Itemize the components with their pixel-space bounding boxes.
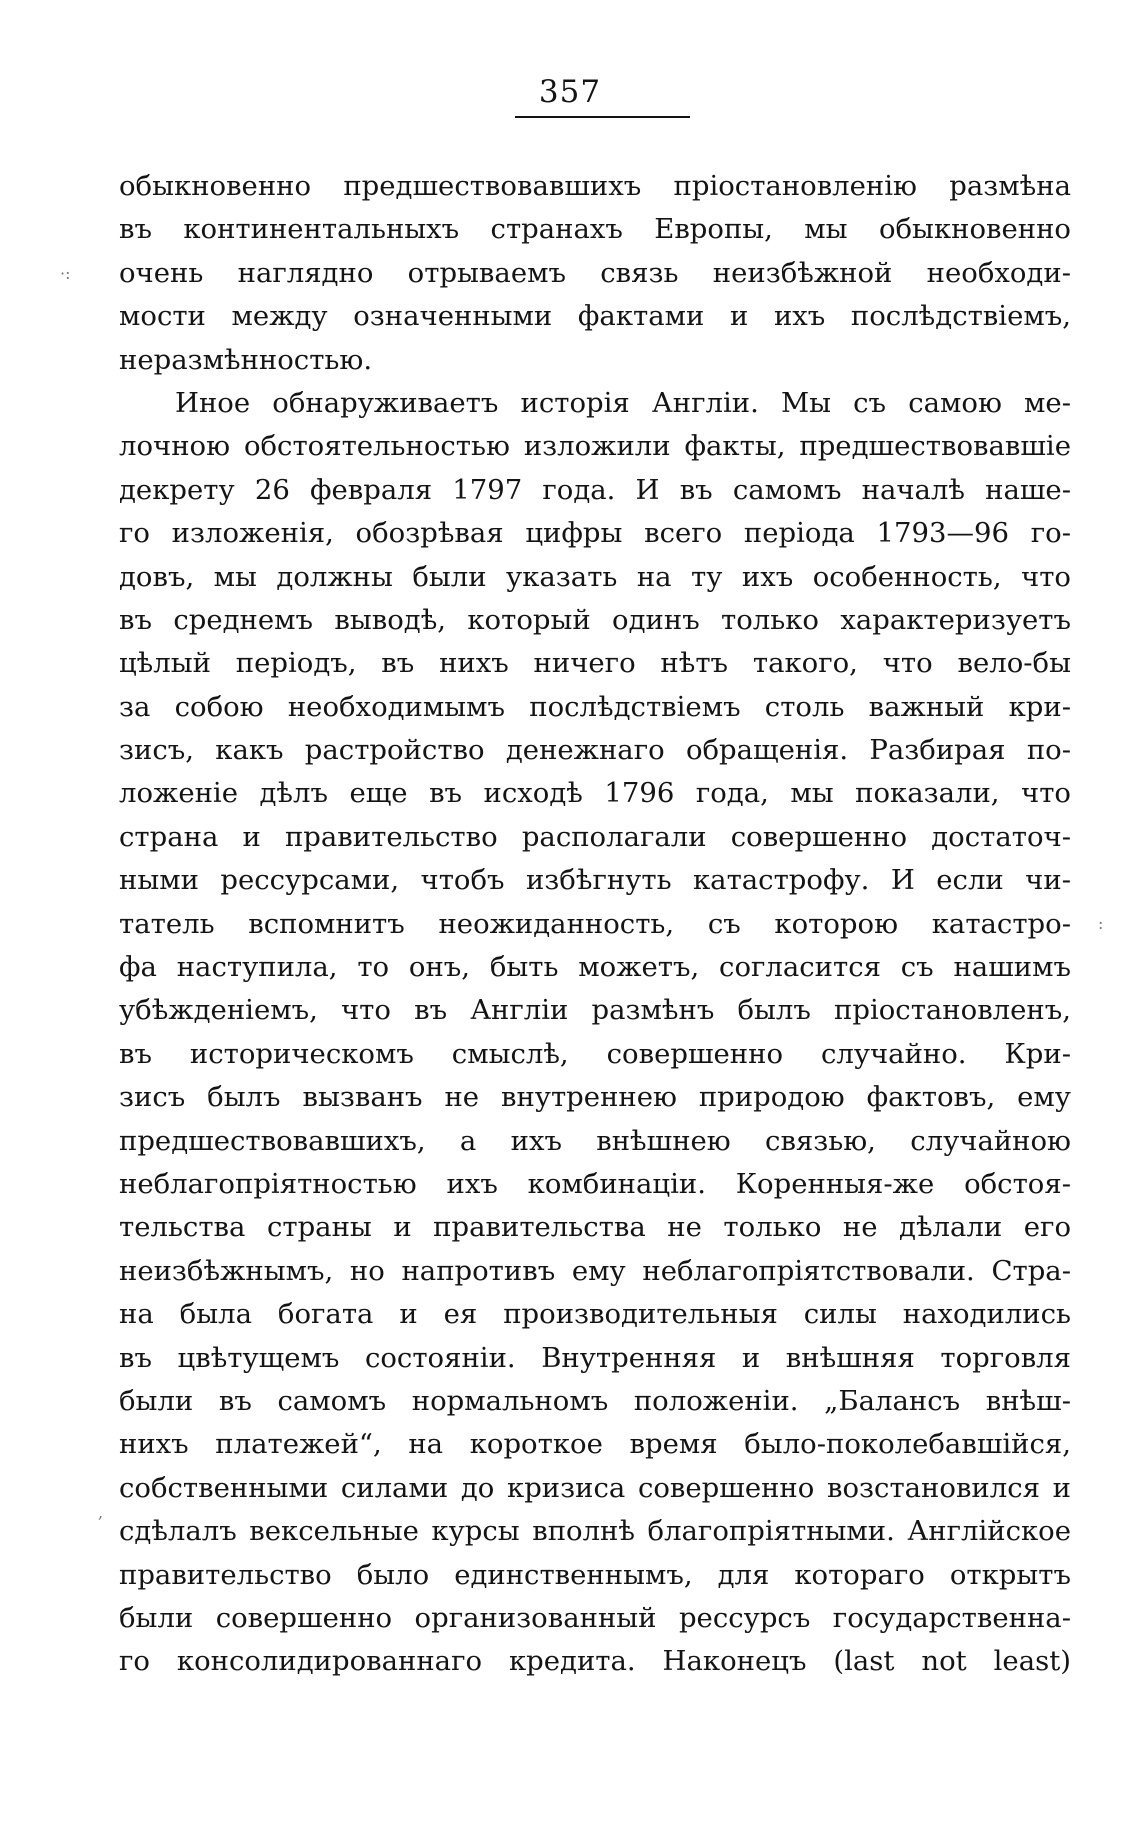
text-line: въ среднемъ выводѣ, который одинъ только характеризуетъ: [119, 603, 1071, 636]
text-line: тельства страны и правительства не только не дѣлали его: [119, 1211, 1071, 1244]
page-number-rule: [515, 116, 690, 118]
text-line: собственными силами до кризиса совершенно возстановился и: [119, 1471, 1071, 1504]
text-line: неразмѣнностью.: [119, 343, 373, 376]
text-line: неблагопріятностью ихъ комбинаціи. Коренныя-же обстоя-: [119, 1167, 1071, 1200]
text-line: на была богата и ея производительныя силы находились: [119, 1298, 1071, 1331]
text-line: очень наглядно отрываемъ связь неизбѣжной необходи-: [119, 256, 1071, 289]
text-line: зисъ былъ вызванъ не внутреннею природою фактовъ, ему: [119, 1081, 1071, 1114]
body-text: [119, 165, 1071, 1684]
page-number: 357: [538, 74, 602, 110]
text-line: были совершенно организованный рессурсъ государственна-: [119, 1601, 1071, 1634]
margin-mark: ·:: [60, 264, 71, 283]
text-line: Иное обнаруживаетъ исторія Англіи. Мы съ самою ме-: [175, 386, 1071, 419]
text-line: въ континентальныхъ странахъ Европы, мы обыкновенно: [119, 213, 1071, 246]
text-line: нихъ платежей“, на короткое время было-поколебавшійся,: [119, 1428, 1071, 1461]
margin-mark: ,: [98, 1503, 104, 1522]
text-line: были въ самомъ нормальномъ положеніи. „Балансъ внѣш-: [119, 1384, 1071, 1417]
text-line: въ историческомъ смыслѣ, совершенно случайно. Кри-: [119, 1037, 1071, 1070]
text-line: страна и правительство располагали совершенно достаточ-: [119, 820, 1071, 853]
text-line: ными рессурсами, чтобъ избѣгнуть катастрофу. И если чи-: [119, 864, 1071, 897]
text-line: обыкновенно предшествовавшихъ пріостановленію размѣна: [119, 170, 1071, 202]
text-line: лочною обстоятельностью изложили факты, предшествовавшіе: [119, 430, 1071, 463]
text-line: фа наступила, то онъ, быть можетъ, согласится съ нашимъ: [119, 951, 1071, 984]
text-line: предшествовавшихъ, а ихъ внѣшнею связью, случайною: [119, 1124, 1071, 1157]
margin-mark: :: [1098, 914, 1104, 933]
text-line: татель вспомнитъ неожиданность, съ которою катастро-: [119, 907, 1071, 940]
text-line: зисъ, какъ растройство денежнаго обращенія. Разбирая по-: [119, 734, 1071, 767]
text-line: го консолидированнаго кредита. Наконецъ (last not least): [119, 1645, 1071, 1678]
text-line: довъ, мы должны были указать на ту ихъ особенность, что: [119, 560, 1071, 593]
text-line: декрету 26 февраля 1797 года. И въ самомъ началѣ наше-: [119, 473, 1071, 506]
paragraph-continued: [119, 165, 1071, 382]
text-line: ложеніе дѣлъ еще въ исходѣ 1796 года, мы показали, что: [119, 777, 1071, 810]
text-line: за собою необходимымъ послѣдствіемъ столь важный кри-: [119, 690, 1071, 723]
text-line: цѣлый періодъ, въ нихъ ничего нѣтъ такого, что вело-бы: [119, 647, 1071, 680]
text-line: правительство было единственнымъ, для котораго открытъ: [119, 1558, 1071, 1591]
text-line: мости между означенными фактами и ихъ послѣдствіемъ,: [119, 300, 1071, 333]
text-line: сдѣлалъ вексельные курсы вполнѣ благопріятными. Англійское: [119, 1515, 1071, 1548]
text-line: го изложенія, обозрѣвая цифры всего періода 1793—96 го-: [119, 517, 1071, 550]
paragraph: [119, 382, 1071, 1684]
text-line: въ цвѣтущемъ состояніи. Внутренняя и внѣшняя торговля: [119, 1341, 1071, 1374]
text-line: убѣжденіемъ, что въ Англіи размѣнъ былъ пріостановленъ,: [119, 994, 1071, 1027]
text-line: неизбѣжнымъ, но напротивъ ему неблагопріятствовали. Стра-: [119, 1254, 1071, 1287]
